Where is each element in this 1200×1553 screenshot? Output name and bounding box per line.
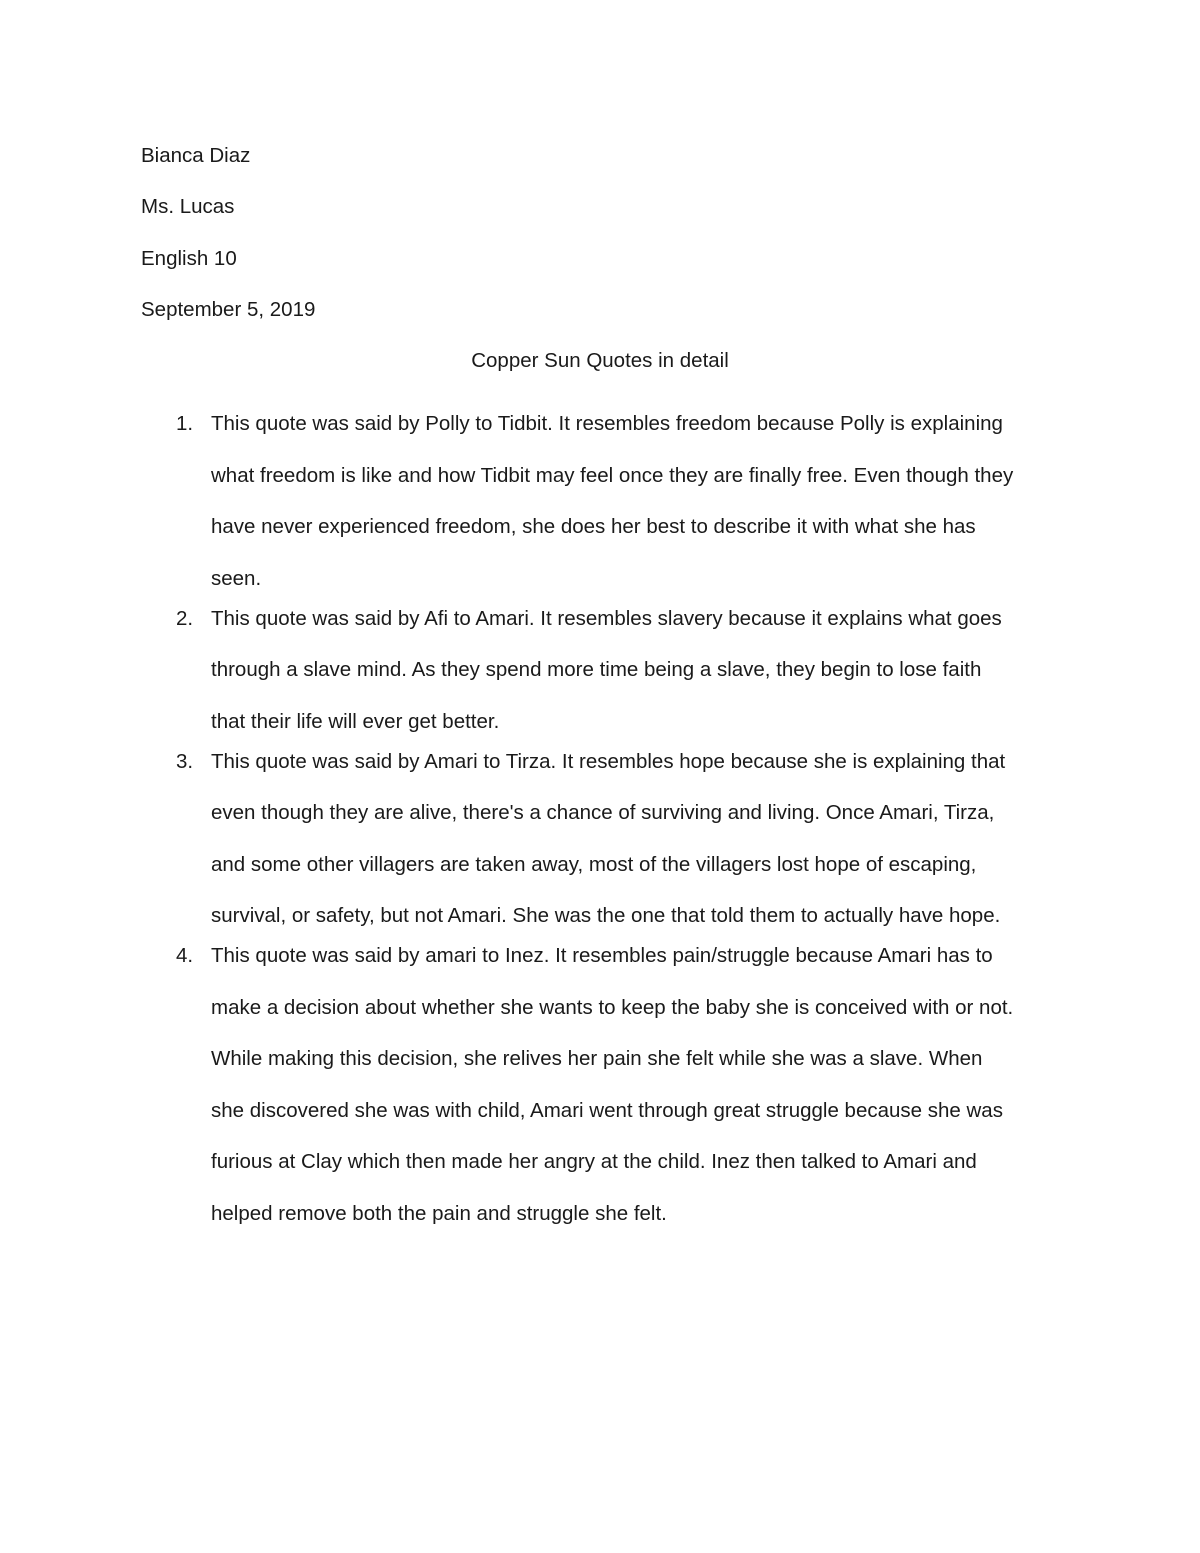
paragraph-line: furious at Clay which then made her angry at the child. Inez then talked to Amari and (211, 1150, 977, 1173)
paragraph-line: what freedom is like and how Tidbit may feel once they are finally free. Even though they (211, 463, 1014, 487)
list-item-number: 3. (176, 749, 194, 773)
paragraph-line: she discovered she was with child, Amari went through great struggle because she was (211, 1098, 1003, 1122)
paragraph-line: make a decision about whether she wants to keep the baby she is conceived with or not. (211, 995, 1014, 1019)
paragraph-line: have never experienced freedom, she does her best to describe it with what she has (211, 515, 976, 538)
document-title: Copper Sun Quotes in detail (471, 349, 729, 372)
list-item-number: 1. (176, 412, 194, 435)
paragraph-line: While making this decision, she relives her pain she felt while she was a slave. When (211, 1047, 983, 1070)
paragraph-line: survival, or safety, but not Amari. She was the one that told them to actually have hope. (211, 904, 1001, 927)
list-item-number: 2. (176, 606, 194, 630)
paragraph-line: This quote was said by Afi to Amari. It resembles slavery because it explains what goes (211, 606, 1002, 630)
paragraph-line: that their life will ever get better. (211, 709, 500, 733)
paragraph-line: This quote was said by amari to Inez. It resembles pain/struggle because Amari has to (211, 944, 993, 967)
list-item (0, 593, 1071, 748)
paragraph-line: This quote was said by Polly to Tidbit. It resembles freedom because Polly is explaining (211, 412, 1003, 435)
author-name: Bianca Diaz (141, 144, 251, 167)
list-item-number: 4. (176, 944, 194, 967)
paragraph-line: This quote was said by Amari to Tirza. It resembles hope because she is explaining that (211, 749, 1006, 773)
paragraph-line: through a slave mind. As they spend more time being a slave, they begin to lose faith (211, 658, 982, 681)
paragraph-line: and some other villagers are taken away, most of the villagers lost hope of escaping, (211, 852, 977, 876)
paragraph-line: even though they are alive, there's a chance of surviving and living. Once Amari, Tirza, (211, 801, 995, 824)
teacher-name: Ms. Lucas (141, 195, 235, 218)
quote-list (0, 398, 1200, 1239)
document-date: September 5, 2019 (141, 298, 316, 321)
paragraph-line: seen. (211, 566, 262, 590)
course-name: English 10 (141, 247, 237, 270)
list-item (0, 398, 1071, 604)
list-item (0, 736, 1071, 942)
paragraph-line: helped remove both the pain and struggle she felt. (211, 1201, 667, 1225)
list-item (0, 930, 1071, 1239)
